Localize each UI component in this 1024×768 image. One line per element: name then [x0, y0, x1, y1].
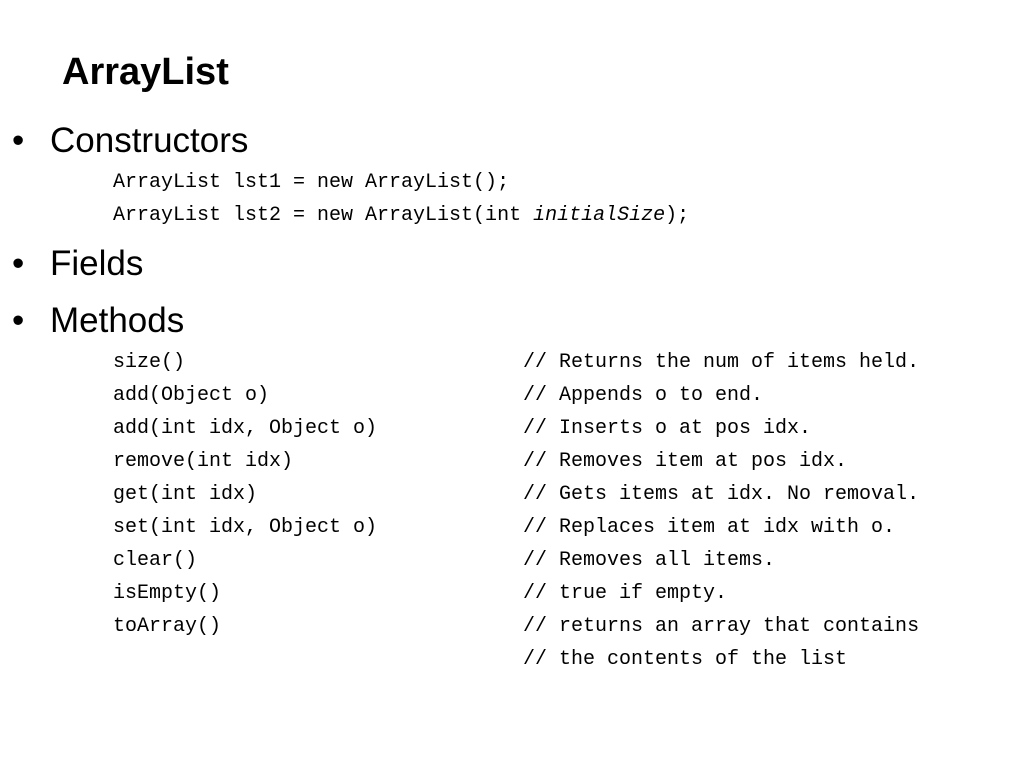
constructor-line-2-prefix: ArrayList lst2 = new ArrayList(int	[113, 204, 534, 227]
constructor-line-2	[113, 204, 689, 228]
bullet-label-methods: Methods	[50, 301, 185, 340]
method-signature: clear()	[113, 549, 198, 572]
method-signature: toArray()	[113, 615, 222, 638]
method-comment: // Returns the num of items held.	[523, 351, 920, 374]
method-comment: // Inserts o at pos idx.	[523, 417, 812, 440]
method-signature: size()	[113, 351, 186, 374]
bullet-dot: •	[12, 301, 25, 340]
constructor-line-1: ArrayList lst1 = new ArrayList();	[113, 171, 510, 194]
slide-title: ArrayList	[62, 51, 229, 93]
method-comment: // true if empty.	[523, 582, 728, 605]
bullet-label-fields: Fields	[50, 244, 144, 283]
method-comment: // Removes item at pos idx.	[523, 450, 848, 473]
bullet-label-constructors: Constructors	[50, 121, 249, 160]
bullet-dot: •	[12, 121, 25, 160]
bullet-constructors	[12, 120, 248, 162]
method-signature: set(int idx, Object o)	[113, 516, 378, 539]
method-comment: // Removes all items.	[523, 549, 776, 572]
method-signature: isEmpty()	[113, 582, 222, 605]
bullet-methods	[12, 300, 184, 342]
constructor-line-2-suffix: );	[665, 204, 690, 227]
method-comment: // Gets items at idx. No removal.	[523, 483, 920, 506]
method-signature: add(Object o)	[113, 384, 270, 407]
constructor-line-2-param: initialSize	[533, 204, 666, 227]
method-comment: // Replaces item at idx with o.	[523, 516, 896, 539]
method-comment: // the contents of the list	[523, 648, 848, 671]
method-signature: remove(int idx)	[113, 450, 294, 473]
method-signature: get(int idx)	[113, 483, 258, 506]
method-signature: add(int idx, Object o)	[113, 417, 378, 440]
bullet-dot: •	[12, 244, 25, 283]
method-comment: // Appends o to end.	[523, 384, 764, 407]
bullet-fields	[12, 243, 143, 285]
method-comment: // returns an array that contains	[523, 615, 920, 638]
